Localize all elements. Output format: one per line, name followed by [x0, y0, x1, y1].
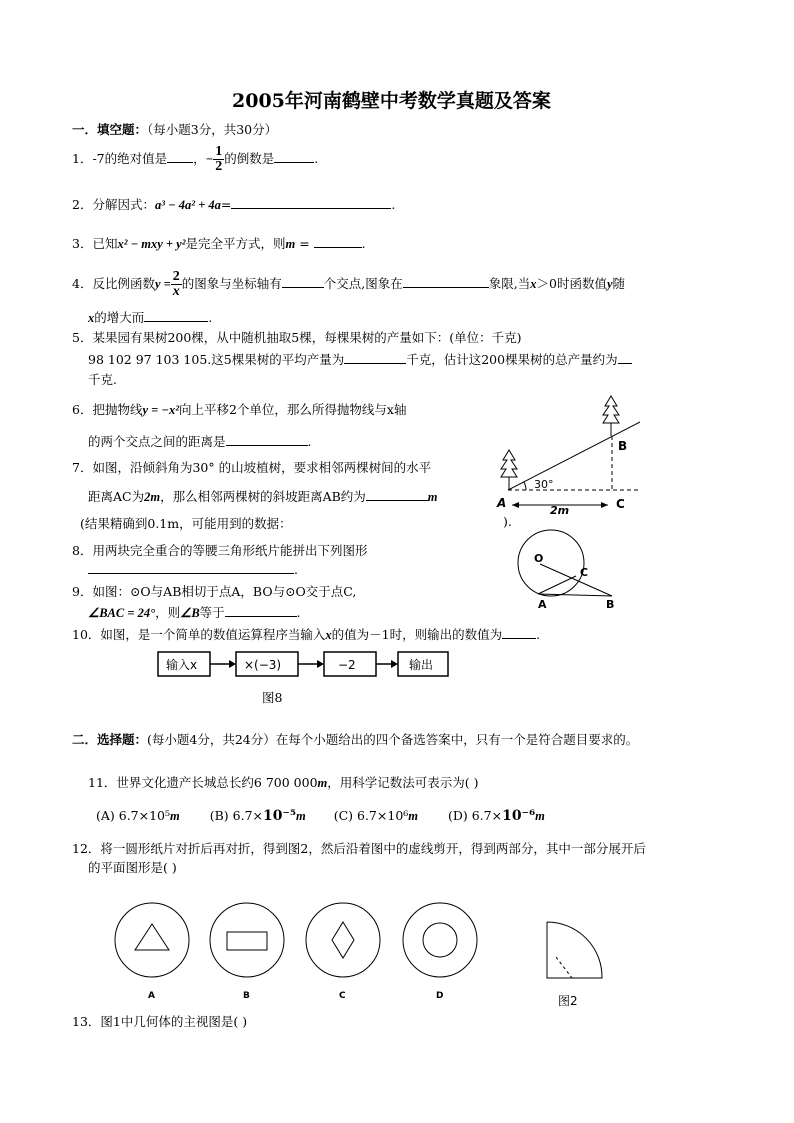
q3-equals: = [295, 236, 314, 251]
q4-var-y: y [606, 277, 613, 291]
quarter-circle-icon [547, 922, 602, 978]
q12-figures [110, 902, 610, 1012]
question-7-line3 [80, 514, 292, 532]
q12-line2: 的平面图形是( ) [88, 860, 177, 875]
arrow-right-icon [391, 660, 398, 668]
q6-text-b: 向上平移2个单位，那么所得抛物线与x轴 [178, 402, 407, 417]
q7-unit: m [427, 490, 438, 504]
arrow-right-icon [601, 502, 608, 508]
line-ac [538, 576, 576, 594]
label-B: B [618, 439, 628, 453]
question-11 [88, 773, 479, 791]
label-A: A [497, 496, 507, 510]
q11-option-d-text: (D) 6.7× [447, 808, 503, 823]
q4-var-x: x [530, 277, 537, 291]
q9-end: . [296, 605, 301, 620]
q7-line3: (结果精确到0.1m，可能用到的数据： [80, 516, 292, 531]
q4-text-f: 随 [612, 276, 626, 291]
q3-end: . [361, 236, 366, 251]
q7-line1: 7．如图，沿倾斜角为30° 的山坡植树，要求相邻两棵树间的水平 [72, 460, 432, 475]
question-8-line2 [88, 562, 298, 577]
option-d-label: D [436, 991, 444, 1001]
flow-label-output: 输出 [409, 658, 434, 672]
q10-var-x: x [325, 628, 332, 642]
q5-line1: 5．某果园有果树200棵，从中随机抽取5棵，每棵果树的产量如下：(单位：千克) [72, 330, 522, 345]
q9-expression: ∠BAC = 24° [88, 606, 156, 620]
label-O: O [534, 552, 544, 565]
q13-line1: 13．图1中几何体的主视图是( ) [72, 1014, 248, 1029]
q1-text-a: 1．-7的绝对值是 [72, 151, 168, 166]
q11-option-c-unit: m [408, 809, 419, 823]
option-c-circle [306, 903, 380, 977]
circle-o [518, 530, 584, 596]
q4-blank-2 [403, 287, 489, 288]
q1-negative-sign: − [205, 152, 214, 166]
q9-blank [225, 616, 297, 617]
q7-value: 2m [144, 490, 161, 504]
q3-text-b: 是完全平方式，则 [185, 236, 286, 251]
q11-unit: m [317, 776, 328, 790]
q11-option-b-unit: m [296, 809, 306, 823]
q11-option-b-exp: 10⁻⁵ [263, 808, 297, 824]
q4-end: . [208, 310, 213, 325]
q12-option-b[interactable] [210, 903, 284, 977]
section2-note: (每小题4分，共24分）在每个小题给出的四个备选答案中，只有一个是符合题目要求的。 [147, 732, 639, 747]
q5-line3: 千克. [88, 372, 117, 387]
diamond-icon [332, 922, 354, 958]
flow-label-subtract: −2 [338, 658, 356, 672]
q11-option-c-text: (C) 6.7×10⁶ [333, 808, 409, 823]
section1-title: 一．填空题： [72, 122, 148, 137]
flow-chart [156, 648, 452, 680]
question-6 [72, 400, 406, 418]
q6-expression: y = −x² [142, 403, 179, 417]
q6-end: . [307, 434, 312, 449]
q3-blank [314, 247, 362, 248]
q8-end: . [294, 562, 298, 577]
q5-line2: 98 102 97 103 105.这5棵果树的平均产量为 [88, 352, 345, 367]
q4-line2: 的增大而 [94, 310, 145, 325]
q11-option-b-text: (B) 6.7× [209, 808, 263, 823]
q4-blank-3 [144, 321, 208, 322]
option-a-circle [115, 903, 189, 977]
question-3 [72, 234, 366, 252]
q1-fraction [213, 145, 224, 174]
option-d-circle [403, 903, 477, 977]
inner-circle-icon [423, 923, 457, 957]
q12-line1: 12．将一圆形纸片对折后再对折，得到图2，然后沿着图中的虚线剪开，得到两部分，其中一部分展开后 [72, 841, 646, 856]
label-C: C [580, 566, 589, 579]
q11-option-b[interactable] [210, 808, 306, 823]
q6-blank [226, 445, 308, 446]
figure2-quarter-circle [547, 922, 602, 978]
rectangle-icon [227, 932, 267, 950]
q2-end: . [391, 197, 396, 212]
section1-note: （每小题3分，共30分） [147, 122, 278, 137]
question-4-line2 [88, 308, 212, 326]
q11-option-a-unit: m [170, 809, 180, 823]
q4-fraction-den: x [172, 284, 180, 299]
q7-line2a: 距离AC为 [88, 489, 145, 504]
q6-line2: 的两个交点之间的距离是 [88, 434, 226, 449]
triangle-icon [135, 924, 169, 950]
q1-blank-1 [167, 162, 193, 163]
q12-option-c[interactable] [306, 903, 380, 977]
q1-fraction-num: 1 [215, 144, 223, 159]
section2-title: 二．选择题： [72, 732, 148, 747]
q3-expression: x² − mxy + y² [117, 237, 186, 251]
q12-option-a[interactable] [115, 903, 189, 977]
q11-option-d-exp: 10⁻⁶ [502, 808, 536, 824]
q11-text-a: 11．世界文化遗产长城总长约6 700 000 [88, 775, 318, 790]
option-b-circle [210, 903, 284, 977]
option-c-label: C [339, 991, 346, 1001]
q5-line2b: 千克，估计这200棵果树的总产量约为 [406, 352, 618, 367]
q1-text-b: ， [193, 151, 206, 166]
question-9-line2 [88, 603, 301, 621]
q5-blank-1 [344, 363, 406, 364]
q2-equals: = [220, 197, 232, 212]
slope-line [508, 422, 640, 490]
slope-figure [490, 394, 650, 518]
circle-figure [508, 528, 628, 614]
q4-text-b: 的图象与坐标轴有 [181, 276, 282, 291]
q11-option-d-unit: m [535, 809, 545, 823]
q9-text-b: ，则 [155, 605, 181, 620]
question-2 [72, 195, 395, 213]
q7-line2b: ，那么相邻两棵树的斜坡距离AB约为 [160, 489, 366, 504]
q11-option-d[interactable] [448, 808, 545, 823]
distance-label: 2m [550, 504, 570, 517]
arrow-right-icon [317, 660, 324, 668]
section2-heading [72, 730, 638, 748]
q11-option-a[interactable] [96, 808, 180, 823]
q2-blank [231, 208, 391, 209]
arrow-right-icon [229, 660, 236, 668]
question-5-line2 [88, 350, 632, 368]
q4-fraction-num: 2 [172, 269, 180, 284]
option-b-label: B [243, 991, 250, 1001]
q10-end: . [536, 627, 541, 642]
label-B: B [606, 598, 615, 611]
q4-text-e: ＞0时函数值 [536, 276, 607, 291]
q11-text-b: ，用科学记数法可表示为( ) [327, 775, 479, 790]
q1-blank-2 [274, 162, 314, 163]
q8-blank [88, 573, 294, 574]
q7-line3-end: ). [503, 514, 512, 529]
q4-fraction [171, 270, 182, 299]
line-bo [540, 564, 612, 596]
q10-text-a: 10．如图，是一个简单的数值运算程序当输入 [72, 627, 326, 642]
q1-end: . [314, 151, 319, 166]
question-1 [72, 145, 318, 174]
arrow-left-icon [512, 502, 519, 508]
q12-option-d[interactable] [403, 903, 477, 977]
q1-fraction-den: 2 [215, 159, 223, 174]
option-a-label: A [148, 991, 155, 1001]
q4-lhs: y = [154, 277, 171, 291]
q3-var: m [285, 237, 296, 251]
q11-option-c[interactable] [334, 808, 418, 823]
q11-options [96, 808, 545, 824]
flow-label-input: 输入x [166, 658, 198, 672]
label-C: C [616, 497, 625, 511]
tree-icon [603, 396, 619, 436]
q1-text-c: 的倒数是 [224, 151, 275, 166]
q7-blank [366, 500, 428, 501]
q5-blank-2 [618, 363, 632, 364]
page-title: 2005年河南鹤壁中考数学真题及答案 [232, 90, 551, 112]
section1-heading [72, 120, 277, 138]
question-10 [72, 625, 540, 643]
q9-text-c: 等于 [199, 605, 225, 620]
question-6-line2 [88, 432, 312, 450]
figure2-caption: 图2 [558, 994, 578, 1008]
q9-line1: 9．如图：⊙O与AB相切于点A，BO与⊙O交于点C, [72, 584, 357, 599]
angle-arc [524, 482, 526, 490]
question-7-line2 [88, 487, 438, 505]
q4-text-c: 个交点,图象在 [323, 276, 403, 291]
q4-line2-x: x [88, 311, 95, 325]
q2-expression: a³ − 4a² + 4a [154, 198, 221, 212]
q4-blank-1 [282, 287, 324, 288]
tree-icon [501, 450, 517, 490]
cut-dashed-line [556, 957, 572, 978]
q6-text-a: 6．把抛物线 [72, 402, 143, 417]
label-A: A [538, 598, 547, 611]
question-4 [72, 270, 625, 299]
q2-text-a: 2．分解因式： [72, 197, 155, 212]
q8-line1: 8．用两块完全重合的等腰三角形纸片能拼出下列图形 [72, 543, 368, 558]
angle-label: 30° [534, 478, 554, 491]
q4-text-d: 象限,当 [488, 276, 531, 291]
q9-angle-b: ∠B [180, 606, 200, 620]
figure8-caption: 图8 [262, 690, 283, 705]
q10-blank [502, 638, 536, 639]
flow-label-multiply: ×(−3) [244, 658, 282, 672]
q11-option-a-text: (A) 6.7×10⁵ [96, 808, 171, 823]
q10-text-b: 的值为－1时，则输出的数值为 [331, 627, 503, 642]
q4-text-a: 4．反比例函数 [72, 276, 155, 291]
q3-text-a: 3．已知 [72, 236, 118, 251]
